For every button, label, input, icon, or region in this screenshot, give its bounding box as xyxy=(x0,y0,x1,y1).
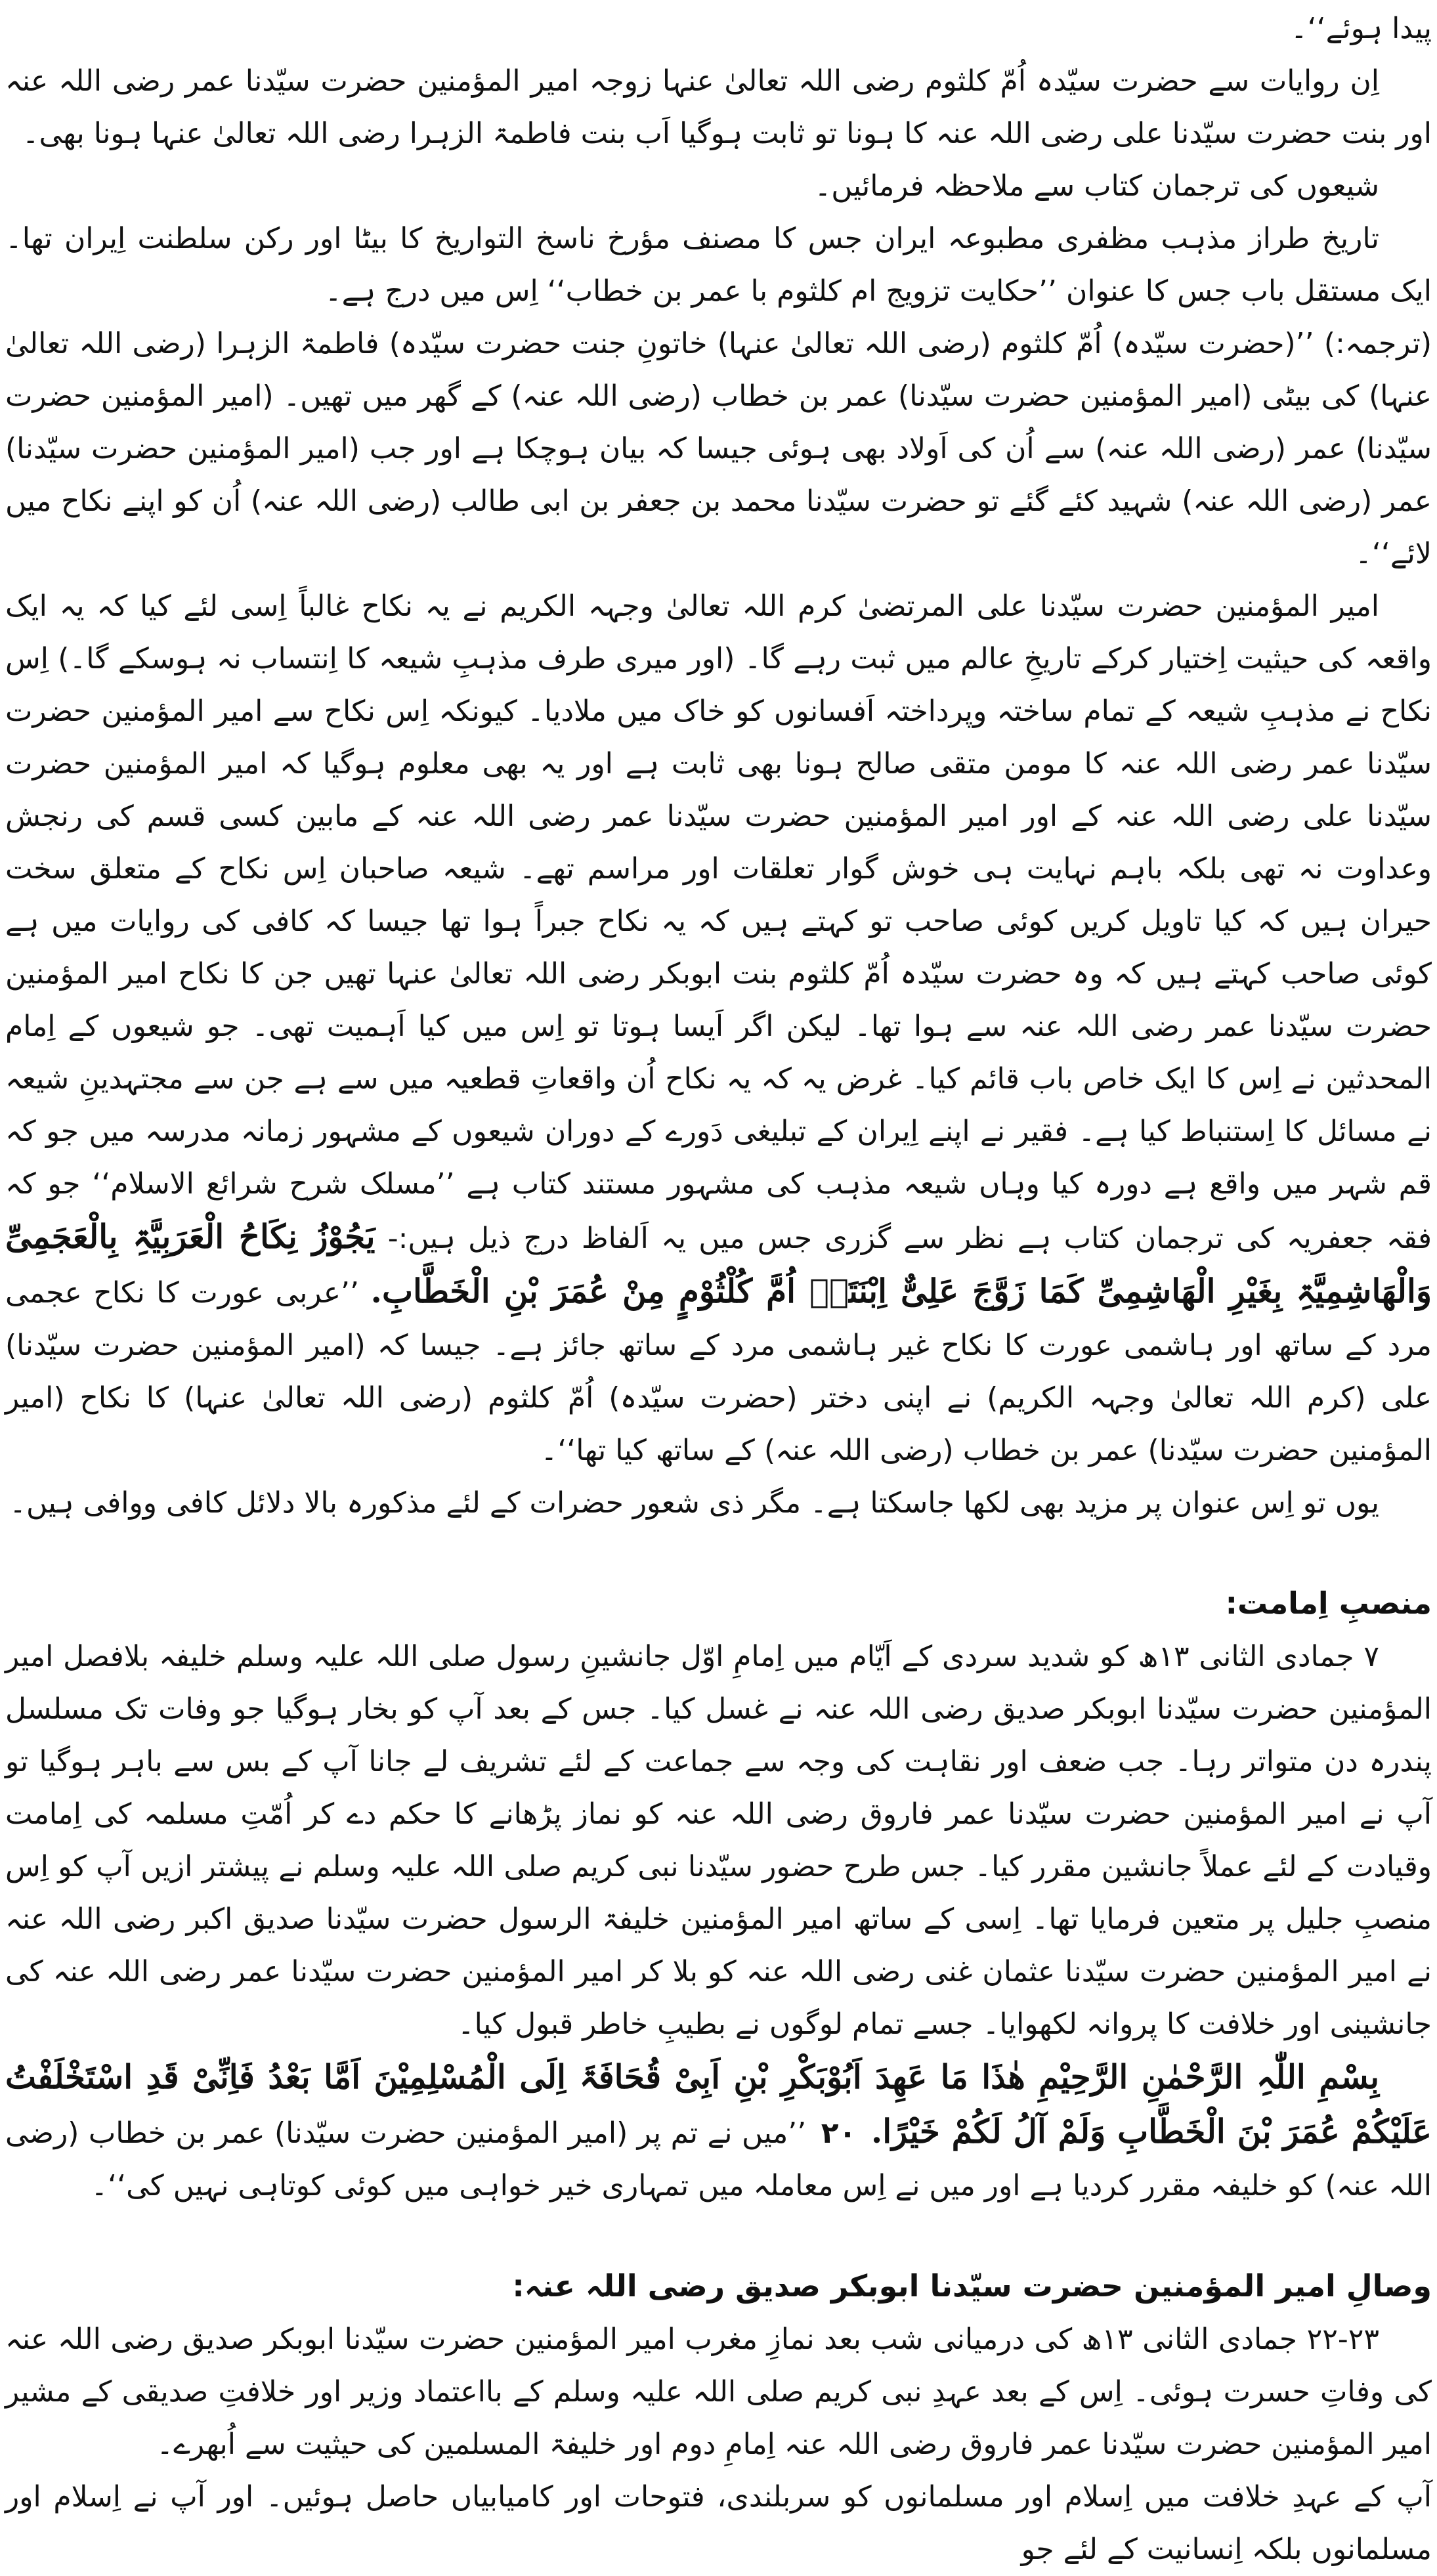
arabic-quote-fiqh: یَجُوْزُ نِکَاحُ الْعَرَبِیَّۃِ بِالْعَجَمِیِّ وَالْھَاشِمِیَّۃِ بِغَیْرِ الْھَاشِمِیِّ کَمَا زَوَّجَ عَلِیٌّ اِبْنَتَہٗ اُمَّ کُلْثُوْمٍ مِنْ عُمَرَ بْنِ الْخَطَّابِ. xyxy=(5,1217,1432,1310)
nikah-discussion-text: امیر المؤمنین حضرت سیّدنا علی المرتضیٰ کرم اللہ تعالیٰ وجہہ الکریم نے یہ نکاح غالباً اِسی لئے کیا کہ یہ ایک واقعہ کی حیثیت اِختیار کرکے تاریخِ عالم میں ثبت رہے گا۔ (اور میری طرف مذہبِ شیعہ کا اِنتساب نہ ہوسکے گا۔) اِس نکاح نے مذہبِ شیعہ کے تمام ساختہ وپرداختہ اَفسانوں کو خاک میں ملادیا۔ کیونکہ اِس نکاح سے امیر المؤمنین حضرت سیّدنا عمر رضی اللہ عنہ کا مومن متقی صالح ہونا بھی ثابت ہے اور یہ بھی معلوم ہوگیا کہ امیر المؤمنین حضرت سیّدنا علی رضی اللہ عنہ کے اور امیر المؤمنین حضرت سیّدنا عمر رضی اللہ عنہ کے مابین کسی قسم کی رنجش وعداوت نہ تھی بلکہ باہم نہایت ہی خوش گوار تعلقات اور مراسم تھے۔ شیعہ صاحبان اِس نکاح کے متعلق سخت حیران ہیں کہ کیا تاویل کریں کوئی صاحب تو کہتے ہیں کہ یہ نکاح جبراً ہوا تھا جیسا کہ کافی کی روایات میں ہے کوئی صاحب کہتے ہیں کہ وہ حضرت سیّدہ اُمّ کلثوم بنت ابوبکر رضی اللہ تعالیٰ عنہا تھیں جن کا نکاح امیر المؤمنین حضرت سیّدنا عمر رضی اللہ عنہ سے ہوا تھا۔ لیکن اگر اَیسا ہوتا تو اِس میں کیا اَہمیت تھی۔ جو شیعوں کے اِمام المحدثین نے اِس کا ایک خاص باب قائم کیا۔ غرض یہ کہ یہ نکاح اُن واقعاتِ قطعیہ میں سے ہے جن سے مجتہدینِ شیعہ نے مسائل کا اِستنباط کیا ہے۔ فقیر نے اپنے اِیران کے تبلیغی دَورے کے دوران شیعوں کے مشہور زمانہ مدرسہ میں جو کہ قم شہر میں واقع ہے دورہ کیا وہاں شیعہ مذہب کی مشہور مستند کتاب ہے ’’مسلک شرح شرائع الاسلام‘‘ جو کہ فقہ جعفریہ کی ترجمان کتاب ہے نظر سے گزری جس میں یہ اَلفاظ درج ذیل ہیں:- xyxy=(5,590,1432,1255)
paragraph-wisal: ۲۲-۲۳ جمادی الثانی ۱۳ھ کی درمیانی شب بعد نمازِ مغرب امیر المؤمنین حضرت سیّدنا ابوبکر صدیق رضی اللہ عنہ کی وفاتِ حسرت ہوئی۔ اِس کے بعد عہدِ نبی کریم صلی اللہ علیہ وسلم کے بااعتماد وزیر اور خلافتِ صدیقی کے مشیر امیر المؤمنین حضرت سیّدنا عمر فاروق رضی اللہ عنہ اِمامِ دوم اور خلیفۃ المسلمین کی حیثیت سے اُبھرے۔ xyxy=(5,2323,1432,2461)
heading-wisal-abubakr: وصالِ امیر المؤمنین حضرت سیّدنا ابوبکر صدیق رضی اللہ عنہ: xyxy=(512,2268,1432,2304)
paragraph-continuation: پیدا ہوئے‘‘۔ xyxy=(1290,12,1432,45)
istikhlaf-translation: ’’میں نے تم پر (امیر المؤمنین حضرت سیّدنا) عمر بن خطاب (رضی اللہ عنہ) کو خلیفہ مقرر کردیا ہے اور میں نے اِس معاملہ میں تمہاری خیر خواہی میں کوئی کوتاہی نہیں کی‘‘۔ xyxy=(5,2116,1432,2202)
paragraph-conclusion: یوں تو اِس عنوان پر مزید بھی لکھا جاسکتا ہے۔ مگر ذی شعور حضرات کے لئے مذکورہ بالا دلائل کافی ووافی ہیں۔ xyxy=(9,1486,1379,1520)
nikah-quote-translation: ’’عربی عورت کا نکاح عجمی مرد کے ساتھ اور ہاشمی عورت کا نکاح غیر ہاشمی مرد کے ساتھ جائز ہے۔ جیسا کہ (امیر المؤمنین حضرت سیّدنا) علی (کرم اللہ تعالیٰ وجہہ الکریم) نے اپنی دختر (حضرت سیّدہ) اُمّ کلثوم (رضی اللہ تعالیٰ عنہا) کا نکاح (امیر المؤمنین حضرت سیّدنا) عمر بن خطاب (رضی اللہ عنہ) کے ساتھ کیا تھا‘‘۔ xyxy=(5,1276,1432,1467)
footnote-number: ۲۰ xyxy=(821,2116,857,2150)
paragraph-istikhlaf xyxy=(5,2051,1432,2212)
heading-mansab-imamat: منصبِ اِمامت: xyxy=(1225,1585,1432,1621)
paragraph-imamat: ۷ جمادی الثانی ۱۳ھ کو شدید سردی کے اَیّام میں اِمامِ اوّل جانشینِ رسول صلی اللہ علیہ وسلم خلیفہ بلافصل امیر المؤمنین حضرت سیّدنا ابوبکر صدیق رضی اللہ عنہ نے غسل کیا۔ جس کے بعد آپ کو بخار ہوگیا جو وفات تک مسلسل پندرہ دن متواتر رہا۔ جب ضعف اور نقاہت کی وجہ سے جماعت کے لئے تشریف لے جانا آپ کے بس سے باہر ہوگیا تو آپ نے امیر المؤمنین حضرت سیّدنا عمر فاروق رضی اللہ عنہ کو نماز پڑھانے کا حکم دے کر اُمّتِ مسلمہ کی اِمامت وقیادت کے لئے عملاً جانشین مقرر کیا۔ جس طرح حضور سیّدنا نبی کریم صلی اللہ علیہ وسلم نے پیشتر ازیں آپ کو اِس منصبِ جلیل پر متعین فرمایا تھا۔ اِسی کے ساتھ امیر المؤمنین خلیفۃ الرسول حضرت سیّدنا صدیق اکبر رضی اللہ عنہ نے امیر المؤمنین حضرت سیّدنا عثمان غنی رضی اللہ عنہ کو بلا کر امیر المؤمنین حضرت سیّدنا عمر رضی اللہ عنہ کی جانشینی اور خلافت کا پروانہ لکھوایا۔ جسے تمام لوگوں نے بطیبِ خاطر قبول کیا۔ xyxy=(5,1640,1432,2041)
arabic-istikhlaf-decree: بِسْمِ اللّٰہِ الرَّحْمٰنِ الرَّحِیْمِ ھٰذَا مَا عَھِدَ اَبُوْبَکْرِ بْنِ اَبِیْ قُحَافَۃَ اِلَی الْمُسْلِمِیْنَ اَمَّا بَعْدُ فَاِنِّیْ قَدِ اسْتَخْلَفْتُ عَلَیْکُمْ عُمَرَ بْنَ الْخَطَّابِ وَلَمْ آلُ لَکُمْ خَیْرًا. xyxy=(5,2057,1432,2151)
paragraph-narrations: اِن روایات سے حضرت سیّدہ اُمّ کلثوم رضی اللہ تعالیٰ عنہا زوجہ امیر المؤمنین حضرت سیّدنا عمر رضی اللہ عنہ اور بنت حضرت سیّدنا علی رضی اللہ عنہ کا ہونا تو ثابت ہوگیا اَب بنت فاطمۃ الزہرا رضی اللہ تعالیٰ عنہا ہونا بھی۔ xyxy=(5,64,1432,150)
section-spacer xyxy=(5,1530,1432,1576)
paragraph-khilafat-achievements: آپ کے عہدِ خلافت میں اِسلام اور مسلمانوں کو سربلندی، فتوحات اور کامیابیاں حاصل ہوئیں۔ اور آپ نے اِسلام اور مسلمانوں بلکہ اِنسانیت کے لئے جو xyxy=(5,2480,1432,2566)
paragraph-translation: (ترجمہ:) ’’(حضرت سیّدہ) اُمّ کلثوم (رضی اللہ تعالیٰ عنہا) خاتونِ جنت حضرت سیّدہ) فاطمۃ الزہرا (رضی اللہ تعالیٰ عنہا) کی بیٹی (امیر المؤمنین حضرت سیّدنا) عمر بن خطاب (رضی اللہ عنہ) کے گھر میں تھیں۔ (امیر المؤمنین حضرت سیّدنا) عمر (رضی اللہ عنہ) سے اُن کی اَولاد بھی ہوئی جیسا کہ بیان ہوچکا ہے اور جب (امیر المؤمنین حضرت سیّدنا) عمر (رضی اللہ عنہ) شہید کئے گئے تو حضرت سیّدنا محمد بن جعفر بن ابی طالب (رضی اللہ عنہ) اُن کو اپنے نکاح میں لائے‘‘۔ xyxy=(5,327,1432,570)
paragraph-nikah-discussion xyxy=(5,580,1432,1477)
paragraph-tarikh-taraz: تاریخ طراز مذہب مظفری مطبوعہ ایران جس کا مصنف مؤرخ ناسخ التواریخ کا بیٹا اور رکن سلطنت اِیران تھا۔ ایک مستقل باب جس کا عنوان ’’حکایت تزویج ام کلثوم با عمر بن خطاب‘‘ اِس میں درج ہے۔ xyxy=(5,222,1432,308)
section-spacer xyxy=(5,2212,1432,2258)
paragraph-shia-book-intro: شیعوں کی ترجمان کتاب سے ملاحظہ فرمائیں۔ xyxy=(814,169,1379,203)
